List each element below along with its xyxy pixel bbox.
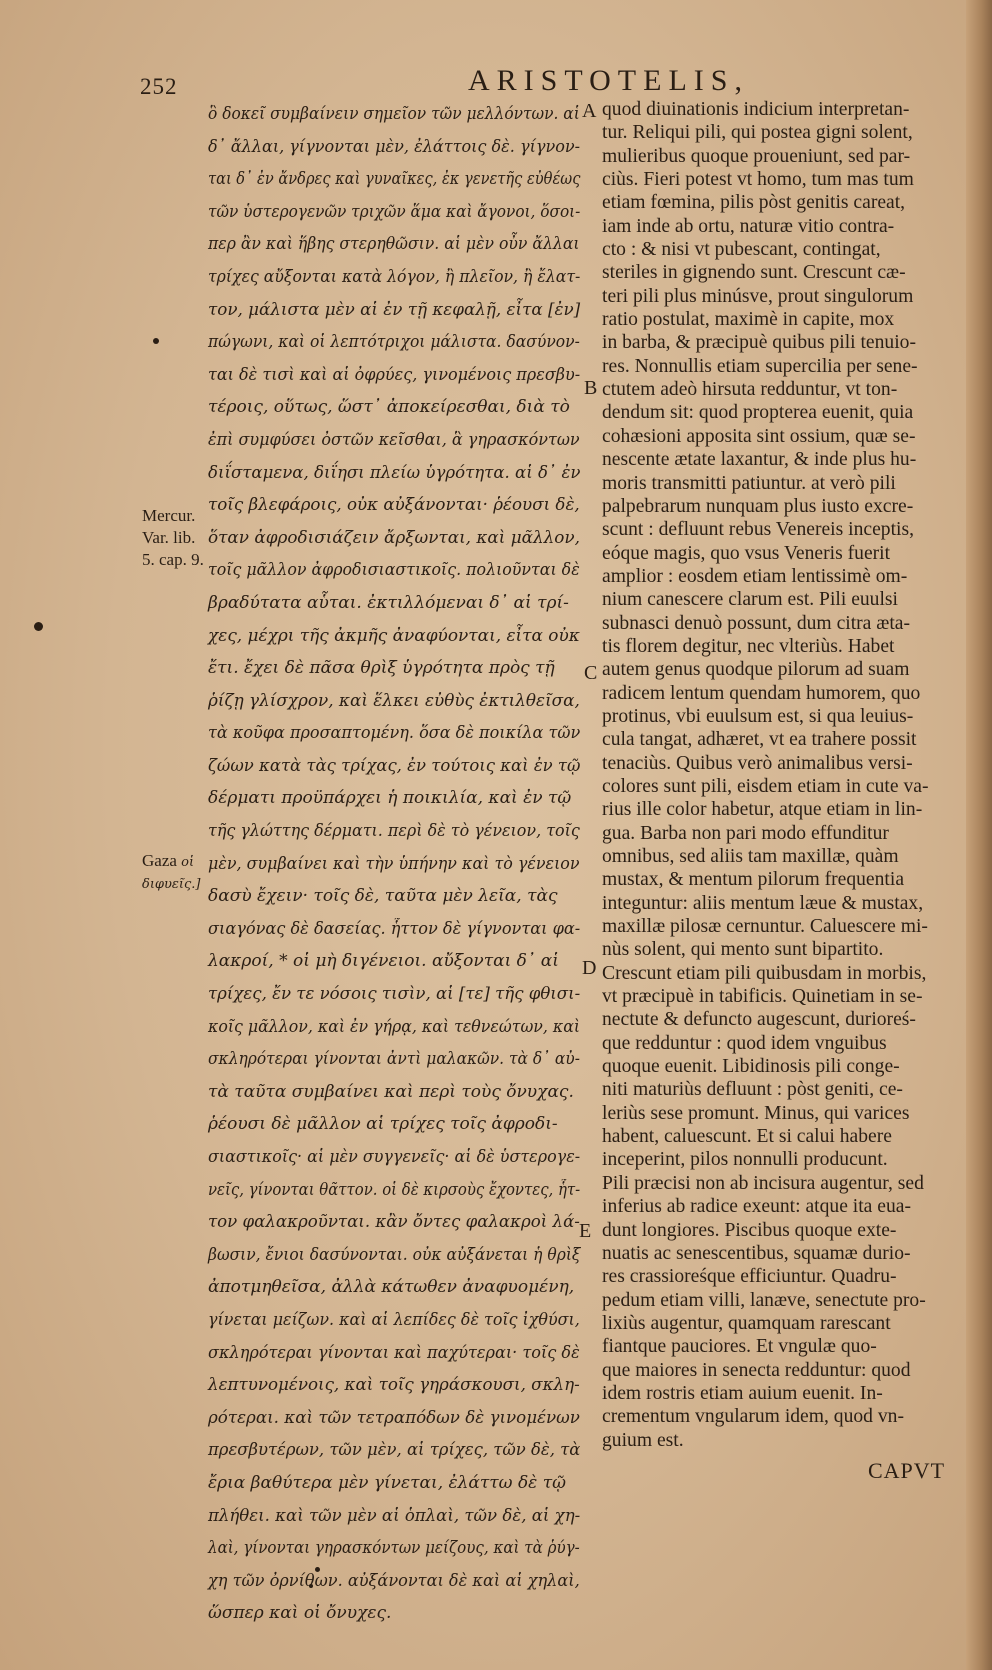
latin-text-line: maxillæ pilosæ cernuntur. Caluescere mi- <box>602 916 928 938</box>
latin-text-line: protinus, vbi euulsum est, si qua leuius- <box>602 705 914 727</box>
latin-text-line: gua. Barba non pari modo effunditur <box>602 822 889 844</box>
greek-text-line: διΐσταμενα, διΐησι πλείω ὑγρότητα. αἱ δ᾽ ἐν <box>208 462 581 483</box>
greek-text-line: τῶν ὑστερογενῶν τριχῶν ἅμα καὶ ἄγονοι, ὅσοι- <box>208 201 581 222</box>
section-letter: D <box>582 957 597 979</box>
latin-text-line: ctutem adeò hirsuta redduntur, vt ton- <box>602 379 898 401</box>
greek-text-line: νεῖς, γίνονται θᾶττον. οἱ δὲ κιρσοὺς ἔχοντες, ἧτ- <box>208 1179 581 1200</box>
latin-text-line: inferius ab radice exeunt: atque ita eua- <box>602 1196 911 1218</box>
greek-text-line: σιαστικοῖς· αἱ μὲν συγγενεῖς· αἱ δὲ ὑστερογε- <box>208 1147 581 1167</box>
margin-note-line <box>142 850 201 874</box>
latin-text-line: colores sunt pili, eisdem etiam in cute va- <box>602 775 929 797</box>
greek-text-line: ῥίζῃ γλίσχρον, καὶ ἕλκει εὐθὺς ἐκτιλθεῖσα, <box>208 690 580 711</box>
latin-text-line: nectute & defuncto augescunt, durioreś- <box>602 1009 916 1031</box>
margin-note-line: 5. cap. 9. <box>142 550 204 569</box>
greek-text-line: λακροί, * οἱ μὴ διγένειοι. αὔξονται δ᾽ αἱ <box>208 951 559 972</box>
greek-text-line: ῥέουσι δὲ μᾶλλον αἱ τρίχες τοῖς ἀφροδι- <box>208 1114 558 1135</box>
latin-text-line: habent, caluescunt. Et si calui habere <box>602 1126 892 1148</box>
latin-text-line: steriles in gignendo sunt. Crescunt cæ- <box>602 262 906 284</box>
latin-text-line: Pili præcisi non ab incisura augentur, sed <box>602 1172 924 1194</box>
greek-text-line: δέρματι προϋπάρχει ἡ ποικιλία, καὶ ἐν τῷ <box>208 788 572 809</box>
margin-note-line: Mercur. <box>142 506 196 525</box>
greek-text-line: πλήθει. καὶ τῶν μὲν αἱ ὁπλαὶ, τῶν δὲ, αἱ χη- <box>208 1505 581 1526</box>
latin-text-line: dendum sit: quod propterea euenit, quia <box>602 402 914 424</box>
latin-text-line: mulieribus quoque proueniunt, sed par- <box>602 145 911 167</box>
book-spine-edge <box>966 0 992 1670</box>
greek-text-line: γίνεται μείζων. καὶ αἱ λεπίδες δὲ τοῖς ἰχθύσι, <box>208 1309 580 1330</box>
latin-text-line: radicem lentum quendam humorem, quo <box>602 682 921 704</box>
greek-text-line: βωσιν, ἔνιοι δασύνονται. οὐκ αὐξάνεται ἡ θρὶξ <box>208 1244 581 1265</box>
latin-text-line: subnasci denuò possunt, dum citra æta- <box>602 612 911 634</box>
latin-text-line: Crescunt etiam pili quibusdam in morbis, <box>602 962 927 984</box>
latin-text-line: idem rostris etiam auium euenit. In- <box>602 1382 883 1404</box>
greek-text-line: τὰ ταῦτα συμβαίνει καὶ περὶ τοὺς ὄνυχας. <box>208 1081 574 1102</box>
greek-text-column <box>208 98 580 1630</box>
latin-text-line: quoque euenit. Libidinosis pili conge- <box>602 1056 900 1078</box>
latin-text-line: tenaciùs. Quibus verò animalibus versi- <box>602 752 913 774</box>
latin-text-line: que maiores in senecta redduntur: quod <box>602 1359 911 1381</box>
greek-text-line: ἔτι. ἔχει δὲ πᾶσα θρὶξ ὑγρότητα πρὸς τῇ <box>208 658 555 679</box>
greek-text-line: σιαγόνας δὲ δασείας. ἧττον δὲ γίγνονται φα- <box>208 918 581 939</box>
latin-text-line: palpebrarum nunquam plus iusto excre- <box>602 495 914 517</box>
margin-note-gaza-label: Gaza <box>142 851 177 870</box>
latin-text-line: autem genus quodque pilorum ad suam <box>602 659 910 681</box>
latin-text-line: integuntur: aliis mentum læue & mustax, <box>602 892 924 914</box>
latin-text-line: tur. Reliqui pili, qui postea gigni solent, <box>602 122 913 144</box>
latin-text-line: scunt : defluunt rebus Venereis inceptis, <box>602 519 914 541</box>
section-letter: A <box>582 100 597 122</box>
greek-text-line: ρότεραι. καὶ τῶν τετραπόδων δὲ γινομένων <box>208 1407 580 1428</box>
greek-text-line: τρίχες, ἔν τε νόσοις τισὶν, αἱ [τε] τῆς φθισι- <box>208 984 581 1005</box>
greek-text-line: ὅταν ἀφροδισιάζειν ἄρξωνται, καὶ μᾶλλον, <box>208 527 581 548</box>
latin-text-line: inceperint, pilos nonnulli producunt. <box>602 1149 888 1171</box>
latin-text-line: cto : & nisi vt pubescant, contingat, <box>602 239 881 261</box>
latin-text-line: res crassioreśque efficiuntur. Quadru- <box>602 1266 897 1288</box>
greek-text-line: δασὺ ἔχειν· τοῖς δὲ, ταῦτα μὲν λεῖα, τὰς <box>208 886 558 907</box>
greek-text-line: ἐπὶ συμφύσει ὀστῶν κεῖσθαι, ἃ γηρασκόντων <box>208 429 580 450</box>
section-letter: C <box>584 662 598 684</box>
latin-text-line: omnibus, sed aliis tam maxillæ, quàm <box>602 846 899 867</box>
latin-text-line: cula tangat, adhæret, vt ea trahere possit <box>602 729 917 751</box>
running-title: ARISTOTELIS, <box>468 64 749 97</box>
greek-text-line: ἔρια βαθύτερα μὲν γίνεται, ἐλάττω δὲ τῷ <box>208 1472 566 1493</box>
greek-text-line: βραδύτατα αὗται. ἐκτιλλόμεναι δ᾽ αἱ τρί- <box>208 592 569 613</box>
greek-text-line: ὥσπερ καὶ οἱ ὄνυχες. <box>208 1603 392 1624</box>
greek-text-line: περ ἂν καὶ ἥβης στερηθῶσιν. αἱ μὲν οὖν ἄλλαι <box>208 234 580 255</box>
latin-text-line: dunt longiores. Piscibus quoque exte- <box>602 1219 897 1241</box>
latin-text-line: teri pili plus minúsve, prout singulorum <box>602 285 914 307</box>
greek-text-line: τέροις, οὕτως, ὥστ᾽ ἀποκείρεσθαι, διὰ τὸ <box>208 397 570 418</box>
greek-text-line: λεπτυνομένοις, καὶ τοῖς γηράσκουσι, σκλη- <box>208 1375 580 1396</box>
latin-text-line: iam inde ab ortu, naturæ vitio contra- <box>602 215 895 237</box>
latin-text-line: moris transmitti patiuntur. at verò pili <box>602 472 896 494</box>
greek-text-line: τοῖς βλεφάροις, οὐκ αὐξάνονται· ῥέουσι δὲ, <box>208 495 580 516</box>
latin-text-line: ciùs. Fieri potest vt homo, tum mas tum <box>602 169 914 191</box>
latin-text-line: mustax, & mentum pilorum frequentia <box>602 869 905 891</box>
latin-text-line: que redduntur : quod idem vnguibus <box>602 1032 887 1054</box>
margin-note-gaza <box>142 850 201 896</box>
greek-text-line: τοῖς μᾶλλον ἀφροδισιαστικοῖς. πολιοῦνται δὲ <box>208 560 580 581</box>
latin-text-line: vt præcipuè in tabificis. Quinetiam in se- <box>602 986 923 1008</box>
latin-text-line: tis florem degitur, nec vlteriùs. Habet <box>602 635 895 657</box>
latin-text-line: etiam fœmina, pilis pòst genitis careat, <box>602 192 906 214</box>
latin-text-line: pedum etiam villi, lanæve, senectute pro- <box>602 1289 926 1311</box>
section-letter: E <box>579 1220 592 1242</box>
latin-text-line: res. Nonnullis etiam supercilia per sene- <box>602 355 918 377</box>
margin-note-greek: οἱ <box>181 855 195 870</box>
latin-text-line: niti maturiùs defluunt : pòst geniti, ce- <box>602 1079 903 1101</box>
latin-text-line: fiantque pauciores. Et vngulæ quo- <box>602 1336 877 1358</box>
greek-text-line: τον, μάλιστα μὲν αἱ ἐν τῇ κεφαλῇ, εἶτα [ἐν] <box>208 299 581 320</box>
greek-text-line: πρεσβυτέρων, τῶν μὲν, αἱ τρίχες, τῶν δὲ, τὰ <box>208 1440 581 1461</box>
latin-text-line: leriùs sese promunt. Minus, qui varices <box>602 1102 910 1124</box>
latin-text-line: ratio postulat, maximè in capite, mox <box>602 309 895 331</box>
greek-text-line: τὰ κοῦφα προσαπτομένη. ὅσα δὲ ποικίλα τῶν <box>208 723 581 744</box>
greek-text-line: σκληρότεραι γίνονται ἀντὶ μαλακῶν. τὰ δ᾽ αὐ- <box>208 1049 580 1070</box>
latin-text-line: rius ille color habetur, atque etiam in lin- <box>602 799 923 821</box>
latin-text-line: lixiùs augentur, quamquam rarescant <box>602 1312 891 1334</box>
latin-text-line: amplior : eosdem etiam lentissimè om- <box>602 565 908 587</box>
latin-text-line: guium est. <box>602 1429 684 1451</box>
greek-text-line: σκληρότεραι γίνονται καὶ παχύτεραι· τοῖς δὲ <box>208 1342 580 1363</box>
latin-text-line: quod diuinationis indicium interpretan- <box>602 99 910 120</box>
greek-text-line: τῆς γλώττης δέρματι. περὶ δὲ τὸ γένειον, τοῖς <box>208 821 580 842</box>
greek-text-line: λαὶ, γίνονται γηρασκόντων μείζους, καὶ τὰ ῥύγ- <box>208 1538 580 1559</box>
latin-text-line: nuatis ac senescentibus, squamæ durio- <box>602 1242 911 1264</box>
catchword: CAPVT <box>868 1458 946 1483</box>
ink-mark <box>153 338 159 344</box>
latin-text-line: crementum vngularum idem, quod vn- <box>602 1406 905 1428</box>
margin-note-greek: διφυεῖς.] <box>142 877 201 892</box>
greek-text-line: ται δὲ τισὶ καὶ αἱ ὀφρύες, γινομένοις πρεσβυ- <box>208 364 581 385</box>
ink-mark <box>34 622 43 631</box>
latin-text-column <box>602 98 960 1452</box>
greek-text-line: χη τῶν ὀρνίθων. αὐξάνονται δὲ καὶ αἱ χηλαὶ, <box>208 1570 580 1591</box>
page-number: 252 <box>140 74 178 99</box>
margin-note-mercurialis <box>142 505 204 571</box>
greek-text-line: ἀποτμηθεῖσα, ἀλλὰ κάτωθεν ἀναφυομένη, <box>208 1277 575 1298</box>
latin-text-line: cohæsioni apposita sint ossium, quæ se- <box>602 425 916 447</box>
greek-text-line: ται δ᾽ ἐν ἄνδρες καὶ γυναῖκες, ἐκ γενετῆς εὐθέως <box>208 169 581 190</box>
greek-text-line: χες, μέχρι τῆς ἀκμῆς ἀναφύονται, εἶτα οὐκ <box>208 625 580 646</box>
greek-text-line: ζώων κατὰ τὰς τρίχας, ἐν τούτοις καὶ ἐν τῷ <box>208 755 581 776</box>
latin-text-line: eóque magis, quo vsus Veneris fuerit <box>602 542 891 564</box>
latin-text-line: nùs solent, qui mento sunt bipartito. <box>602 939 884 961</box>
latin-text-line: nium canescere clarum est. Pili euulsi <box>602 589 898 611</box>
greek-text-line: πώγωνι, καὶ οἱ λεπτότριχοι μάλιστα. δασύνον- <box>208 332 580 353</box>
greek-text-line: μὲν, συμβαίνει καὶ τὴν ὑπήνην καὶ τὸ γένειον <box>208 853 580 874</box>
greek-text-line: τον φαλακροῦνται. κἂν ὄντες φαλακροὶ λά- <box>208 1212 580 1233</box>
greek-text-line: ὃ δοκεῖ συμβαίνειν σημεῖον τῶν μελλόντων. αἱ <box>208 104 580 124</box>
margin-note-line: Var. lib. <box>142 528 196 547</box>
greek-text-line: τρίχες αὔξονται κατὰ λόγον, ἢ πλεῖον, ἢ ἔλατ- <box>208 266 581 287</box>
greek-text-line: κοῖς μᾶλλον, καὶ ἐν γήρᾳ, καὶ τεθνεώτων, καὶ <box>208 1016 581 1037</box>
section-letter: B <box>584 377 598 399</box>
latin-text-line: in barba, & præcipuè quibus pili tenuio- <box>602 332 916 354</box>
greek-text-line: δ᾽ ἄλλαι, γίγνονται μὲν, ἐλάττοις δὲ. γίγνον- <box>208 136 581 157</box>
latin-text-line: nescente ætate laxantur, & inde plus hu- <box>602 449 917 471</box>
